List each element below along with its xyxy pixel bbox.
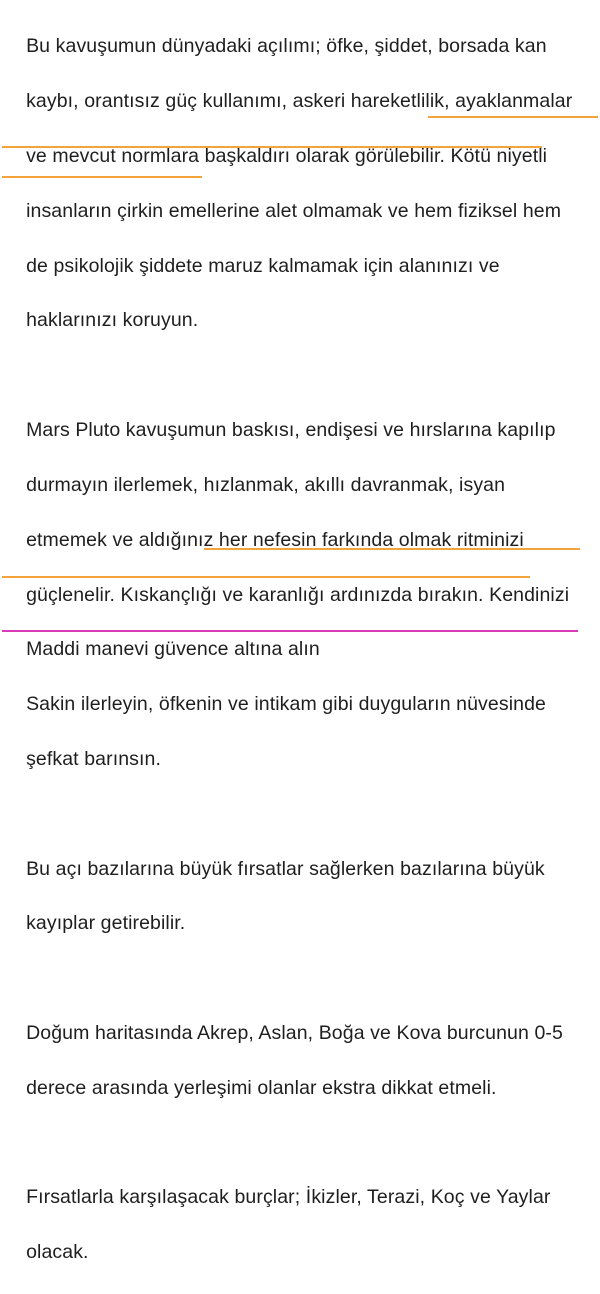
underline-mark [2, 630, 578, 632]
underline-mark [2, 576, 530, 578]
underline-mark [428, 116, 598, 118]
text-line: güçlenelir. Kıskançlığı ve karanlığı ardınızda bırakın. Kendinizi [26, 583, 570, 606]
text-line: durmayın ilerlemek, hızlanmak, akıllı davranmak, isyan [26, 473, 506, 496]
text-line: şefkat barınsın. [26, 747, 161, 770]
text-line: kaybı, orantısız güç kullanımı, askeri hareketlilik, ayaklanmalar [26, 90, 573, 113]
text-line: etmemek ve aldığınız her nefesin farkında olmak ritminizi [26, 528, 524, 551]
text-line: Fırsatlarla karşılaşacak burçlar; İkizler, Terazi, Koç ve Yaylar [26, 1186, 551, 1209]
document-body [4, 6, 598, 1294]
text-line: Bu kavuşumun dünyadaki açılımı; öfke, şiddet, borsada kan [26, 35, 547, 58]
text-line: Sakin ilerleyin, öfkenin ve intikam gibi duyguların nüvesinde [26, 693, 546, 716]
text-line: derece arasında yerleşimi olanlar ekstra dikkat etmeli. [26, 1076, 497, 1099]
text-line: Doğum haritasında Akrep, Aslan, Boğa ve Kova burcunun 0-5 [26, 1021, 563, 1044]
text-line: haklarınızı koruyun. [26, 309, 199, 332]
underline-mark [2, 146, 542, 148]
text-line: insanların çirkin emellerine alet olmamak ve hem fiziksel hem [26, 199, 562, 222]
text-line: Mars Pluto kavuşumun baskısı, endişesi ve hırslarına kapılıp [26, 419, 556, 442]
text-line: de psikolojik şiddete maruz kalmamak için alanınızı ve [26, 254, 500, 277]
text-line: Maddi manevi güvence altına alın [26, 638, 320, 661]
paragraph-3 [4, 828, 598, 965]
text-line: ve mevcut normlara başkaldırı olarak görülebilir. Kötü niyetli [26, 145, 548, 168]
text-line: kayıplar getirebilir. [26, 912, 186, 935]
paragraph-1 [4, 6, 598, 362]
paragraph-5 [4, 1157, 598, 1294]
underline-mark [204, 548, 580, 550]
paragraph-4 [4, 993, 598, 1130]
underline-mark [2, 176, 202, 178]
paragraph-2 [4, 390, 598, 801]
text-line: olacak. [26, 1241, 89, 1264]
text-line: Bu açı bazılarına büyük fırsatlar sağlerken bazılarına büyük [26, 857, 545, 880]
